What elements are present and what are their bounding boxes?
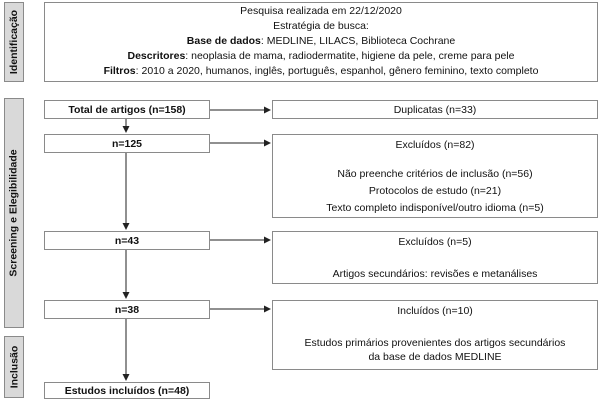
descriptors-label: Descritores	[127, 50, 186, 62]
after-exclusion2-box: n=38	[44, 300, 210, 319]
excluded1-title: Excluídos (n=82)	[395, 139, 475, 151]
included-extra-item: Estudos primários provenientes dos artigos secundários	[304, 337, 566, 349]
phase-label-inclusion-text: Inclusão	[8, 345, 21, 389]
phase-label-screening-text: Screening e Elegibilidade	[8, 149, 20, 277]
phase-label-identification-text: Identificação	[8, 9, 20, 75]
included-studies-box: Estudos incluídos (n=48)	[44, 382, 210, 399]
filters-value: : 2010 a 2020, humanos, inglês, português, espanhol, gênero feminino, texto completo	[135, 65, 539, 77]
included-extra-item: da base de dados MEDLINE	[368, 351, 502, 363]
databases-value: : MEDLINE, LILACS, Biblioteca Cochrane	[260, 35, 456, 47]
descriptors-value: : neoplasia de mama, radiodermatite, higiene da pele, creme para pele	[185, 50, 515, 62]
included-extra-title: Incluídos (n=10)	[397, 305, 473, 317]
search-strategy-heading: Estratégia de busca:	[273, 20, 369, 32]
excluded1-item: Não preenche critérios de inclusão (n=56)	[337, 168, 533, 180]
excluded2-item: Artigos secundários: revisões e metanálises	[332, 268, 538, 280]
excluded1-item: Texto completo indisponível/outro idioma (n=5)	[326, 202, 544, 214]
after-exclusion1-box: n=43	[44, 231, 210, 250]
databases-label: Base de dados	[186, 35, 261, 47]
search-date: Pesquisa realizada em 22/12/2020	[240, 5, 402, 17]
duplicates-box: Duplicatas (n=33)	[272, 100, 598, 119]
excluded2-title: Excluídos (n=5)	[398, 236, 472, 248]
filters-label: Filtros	[103, 65, 136, 77]
excluded1-item: Protocolos de estudo (n=21)	[368, 185, 502, 197]
total-articles-box: Total de artigos (n=158)	[44, 100, 210, 119]
after-duplicates-box: n=125	[44, 134, 210, 153]
